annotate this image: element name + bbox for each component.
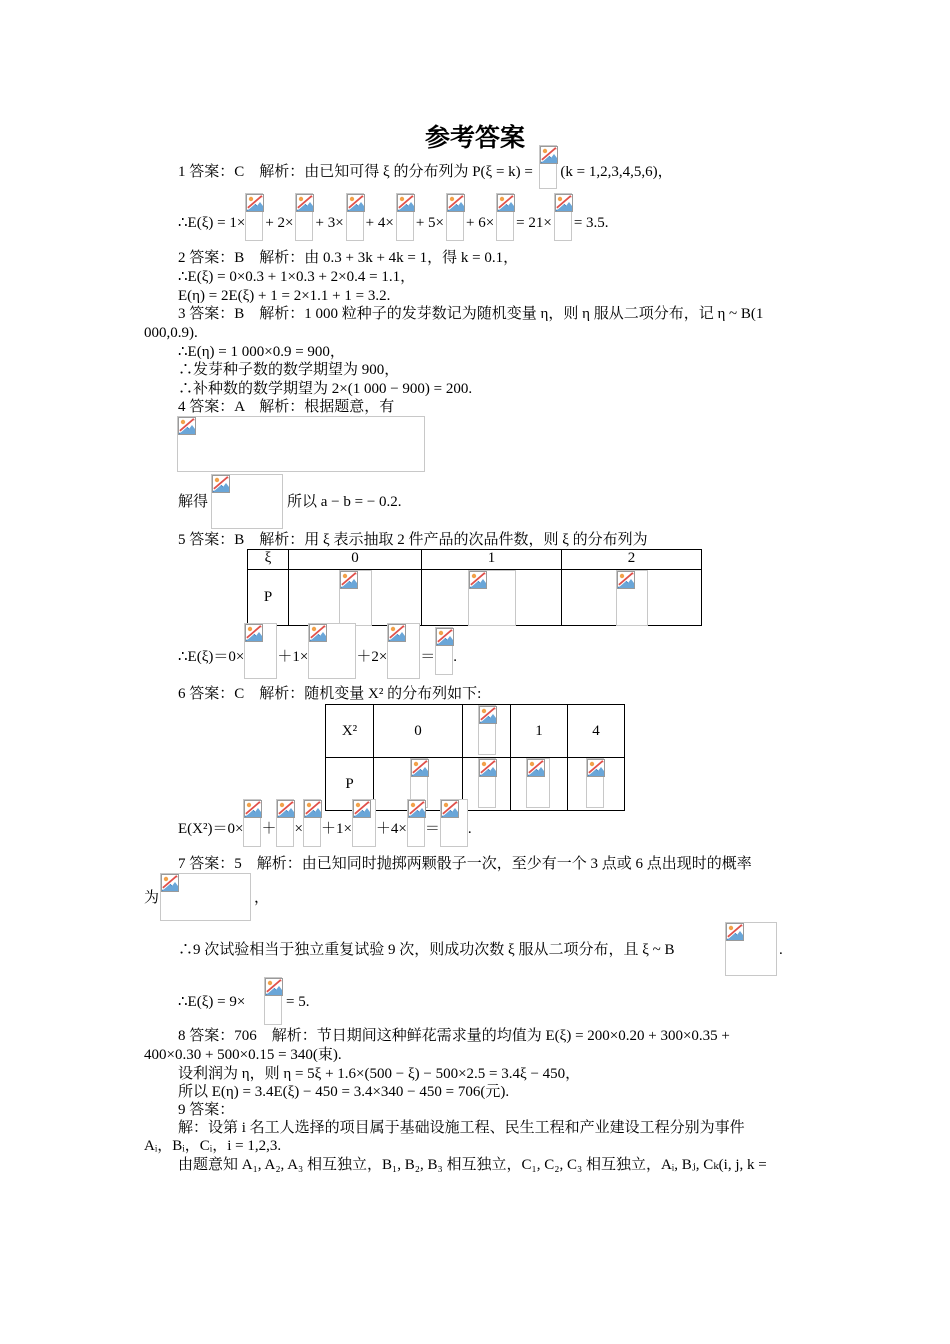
q1-expr: + 3× [315, 215, 344, 231]
fraction-image [496, 193, 514, 241]
table-header-cell: 4 [568, 705, 625, 758]
fraction-image [276, 799, 294, 847]
q5-expr: . [453, 649, 458, 665]
broken-image-icon [479, 759, 497, 777]
q3-line1: 3 答案：B 解析：1 000 粒种子的发芽数记为随机变量 η，则 η 服从二项分布，记 η ~ B(1 [178, 306, 764, 322]
table-cell [511, 758, 568, 811]
fraction-image [387, 623, 420, 679]
fraction-image [244, 623, 277, 679]
broken-image-icon [555, 194, 573, 212]
fraction-image [616, 570, 648, 626]
table-header-cell [463, 705, 511, 758]
q4-line2-start: 解得 [178, 494, 209, 510]
solution-image [211, 474, 283, 529]
q8-line2: 400×0.30 + 500×0.15 = 340(束). [144, 1047, 342, 1063]
broken-image-icon [540, 146, 558, 164]
table-row-label: P [326, 758, 374, 811]
fraction-image [478, 705, 496, 755]
fraction-image [303, 799, 321, 847]
q7-line4-end: = 5. [286, 994, 310, 1010]
q8-line1: 8 答案：706 解析：节日期间这种鲜花需求量的均值为 E(ξ) = 200×0.20 + 300×0.35 + [178, 1028, 730, 1044]
q3-line4: ∴发芽种子数的数学期望为 900， [178, 362, 400, 378]
broken-image-icon [479, 706, 497, 724]
q7-line4-start: ∴E(ξ) = 9× [178, 994, 246, 1010]
fraction-image [264, 977, 282, 1025]
q9-line4: 由题意知 A₁, A₂, A₃ 相互独立，B₁, B₂, B₃ 相互独立，C₁, C₂, C₃ 相互独立，Aᵢ, Bⱼ, Cₖ(i, j, k = [178, 1157, 767, 1173]
fraction-image [396, 193, 414, 241]
equation-system-image [177, 416, 425, 472]
fraction-image [295, 193, 313, 241]
q6-distribution-table [325, 704, 625, 811]
q6-line1: 6 答案：C 解析：随机变量 X² 的分布列如下: [178, 686, 482, 702]
broken-image-icon [388, 624, 406, 642]
broken-image-icon [245, 624, 263, 642]
q3-line5: ∴补种数的数学期望为 2×(1 000 − 900) = 200. [178, 381, 473, 397]
fraction-image [554, 193, 572, 241]
fraction-image [352, 799, 376, 847]
fraction-image [339, 570, 372, 626]
q7-line1: 7 答案：5 解析：由已知同时抛掷两颗骰子一次，至少有一个 3 点或 6 点出现时的概率 [178, 856, 752, 872]
broken-image-icon [304, 800, 322, 818]
table-header-cell: X² [326, 705, 374, 758]
q6-expr: ＝ [424, 821, 440, 837]
fraction-image [243, 799, 261, 847]
q1-expr: ∴E(ξ) = 1× [178, 215, 246, 231]
broken-image-icon [212, 475, 230, 493]
q8-line4: 所以 E(η) = 3.4E(ξ) − 450 = 3.4×340 − 450 = 706(元). [178, 1084, 510, 1100]
broken-image-icon [441, 800, 459, 818]
q6-expr: ＋4× [375, 821, 407, 837]
fraction-image [435, 627, 453, 675]
broken-image-icon [469, 571, 487, 589]
broken-image-icon [246, 194, 264, 212]
broken-image-icon [161, 874, 179, 892]
fraction-image [478, 758, 496, 808]
broken-image-icon [340, 571, 358, 589]
fraction-image [539, 145, 557, 189]
broken-image-icon [587, 759, 605, 777]
fraction-image [407, 799, 425, 847]
fraction-image [308, 623, 356, 679]
broken-image-icon [265, 978, 283, 996]
q2-line3: E(η) = 2E(ξ) + 1 = 2×1.1 + 1 = 3.2. [178, 288, 391, 304]
q9-line1: 9 答案： [178, 1102, 235, 1118]
q1-expr: + 5× [415, 215, 444, 231]
fraction-image [468, 570, 516, 626]
q7-line2-start: 为 [144, 890, 160, 906]
q1-text: 1 答案：C 解析：由已知可得 ξ 的分布列为 P(ξ = k) = [178, 164, 533, 180]
table-header-cell: 0 [374, 705, 463, 758]
q5-line2 [178, 648, 457, 666]
q5-distribution-table [247, 549, 702, 626]
broken-image-icon [617, 571, 635, 589]
q6-expr: . [467, 821, 472, 837]
q5-expr: ＝ [420, 649, 436, 665]
q5-line1: 5 答案：B 解析：用 ξ 表示抽取 2 件产品的次品件数，则 ξ 的分布列为 [178, 532, 648, 548]
fraction-image [245, 193, 263, 241]
q1-text-end: (k = 1,2,3,4,5,6)， [560, 164, 673, 180]
q1-expr: = 3.5. [573, 215, 609, 231]
q6-line2 [178, 820, 472, 838]
fraction-image [586, 758, 604, 808]
table-cell [463, 758, 511, 811]
q5-expr: ＋2× [356, 649, 388, 665]
q7-line2-end: ， [254, 890, 270, 906]
broken-image-icon [397, 194, 415, 212]
broken-image-icon [309, 624, 327, 642]
broken-image-icon [353, 800, 371, 818]
q9-line2: 解：设第 i 名工人选择的项目属于基础设施工程、民生工程和产业建设工程分别为事件 [178, 1120, 745, 1136]
q4-line1: 4 答案：A 解析：根据题意，有 [178, 399, 395, 415]
table-cell [289, 570, 422, 626]
broken-image-icon [726, 923, 744, 941]
broken-image-icon [296, 194, 314, 212]
table-header-cell: 1 [511, 705, 568, 758]
broken-image-icon [277, 800, 295, 818]
q1-expr: + 4× [365, 215, 394, 231]
q6-expr: ＋1× [320, 821, 352, 837]
probability-image [160, 873, 251, 921]
q1-line1 [178, 163, 673, 181]
q2-line2: ∴E(ξ) = 0×0.3 + 1×0.3 + 2×0.4 = 1.1， [178, 269, 416, 285]
table-row-label: P [248, 570, 289, 626]
q3-line3: ∴E(η) = 1 000×0.9 = 900， [178, 344, 345, 360]
table-header-cell: 1 [422, 550, 562, 570]
q6-expr: ＋ [261, 821, 277, 837]
q2-line1: 2 答案：B 解析：由 0.3 + 3k + 4k = 1，得 k = 0.1， [178, 250, 519, 266]
broken-image-icon [411, 759, 429, 777]
fraction-image [446, 193, 464, 241]
table-header-cell: ξ [248, 550, 289, 570]
q3-line2: 000,0.9). [144, 325, 198, 341]
fraction-image [440, 799, 468, 847]
q1-line2 [178, 214, 609, 232]
broken-image-icon [436, 628, 454, 646]
q1-expr: = 21× [516, 215, 552, 231]
table-header-cell: 2 [562, 550, 702, 570]
q5-expr: ∴E(ξ)＝0× [178, 649, 245, 665]
table-cell [568, 758, 625, 811]
q7-line3-end: . [779, 942, 783, 958]
q9-line3: Aᵢ，Bᵢ，Cᵢ，i = 1,2,3. [144, 1138, 282, 1154]
broken-image-icon [178, 417, 196, 435]
q1-expr: + 2× [265, 215, 294, 231]
broken-image-icon [244, 800, 262, 818]
table-header-cell: 0 [289, 550, 422, 570]
q8-line3: 设利润为 η，则 η = 5ξ + 1.6×(500 − ξ) − 500×2.5 = 3.4ξ − 450， [178, 1066, 581, 1082]
fraction-image [346, 193, 364, 241]
broken-image-icon [408, 800, 426, 818]
broken-image-icon [447, 194, 465, 212]
broken-image-icon [347, 194, 365, 212]
table-cell [422, 570, 562, 626]
q1-expr: + 6× [466, 215, 495, 231]
q7-line3: ∴9 次试验相当于独立重复试验 9 次，则成功次数 ξ 服从二项分布，且 ξ ~ B [178, 942, 675, 958]
q6-expr: E(X²)＝0× [178, 821, 244, 837]
broken-image-icon [527, 759, 545, 777]
page-title: 参考答案 [424, 123, 525, 152]
table-cell [562, 570, 702, 626]
broken-image-icon [497, 194, 515, 212]
fraction-image [526, 758, 550, 808]
binomial-params-image [725, 922, 777, 976]
q6-expr: × [294, 821, 303, 837]
q5-expr: ＋1× [277, 649, 309, 665]
q4-line2-end: 所以 a − b = − 0.2. [287, 494, 402, 510]
